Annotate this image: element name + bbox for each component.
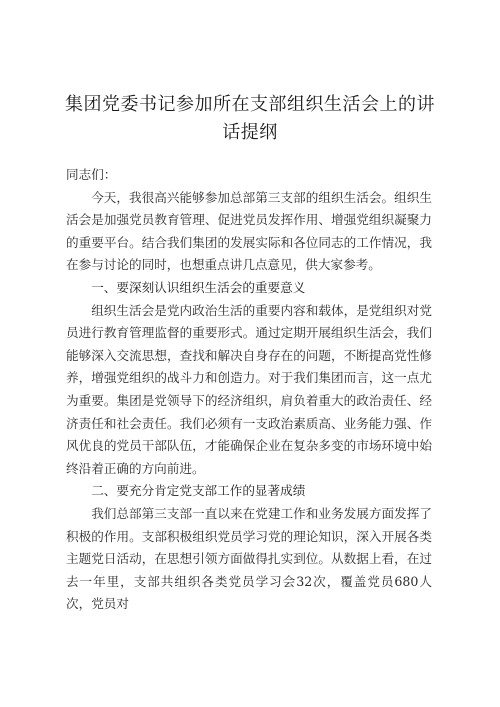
- section-heading-2: 二、要充分肯定党支部工作的显著成绩: [91, 483, 306, 499]
- document-title: 集团党委书记参加所在支部组织生活会上的讲话提纲: [65, 94, 435, 143]
- document-body: [66, 164, 432, 616]
- section-1-paragraph: 组织生活会是党内政治生活的重要内容和载体，是党组织对党员进行教育管理监督的重要形式。通过定期开展组织生活会，我们能够深入交流思想，查找和解决自身存在的问题，不断提高党性修养，增强党组织的战斗力和创造力。对于我们集团而言，这一点尤为重要。集团是党领导下的经济组织，肩负着重大的政治责任、经济责任和社会责任。我们必须有一支政治素质高、业务能力强、作风优良的党员干部队伍，才能确保企业在复杂多变的市场环境中始终沿着正确的方向前进。: [66, 302, 432, 476]
- salutation: 同志们：: [66, 167, 117, 182]
- section-heading-1: 一、要深刻认识组织生活会的重要意义: [91, 279, 306, 295]
- intro-paragraph: 今天，我很高兴能够参加总部第三支部的组织生活会。组织生活会是加强党员教育管理、促进党员发挥作用、增强党组织凝聚力的重要平台。结合我们集团的发展实际和各位同志的工作情况，我在参与讨论的同时，也想重点讲几点意见，供大家参考。: [66, 189, 432, 273]
- section-2-paragraph: 我们总部第三支部一直以来在党建工作和业务发展方面发挥了积极的作用。支部积极组织党员学习党的理论知识，深入开展各类主题党日活动，在思想引领方面做得扎实到位。从数据上看，在过去一年里，支部共组织各类党员学习会32次，覆盖党员680人次，党员对: [66, 505, 432, 612]
